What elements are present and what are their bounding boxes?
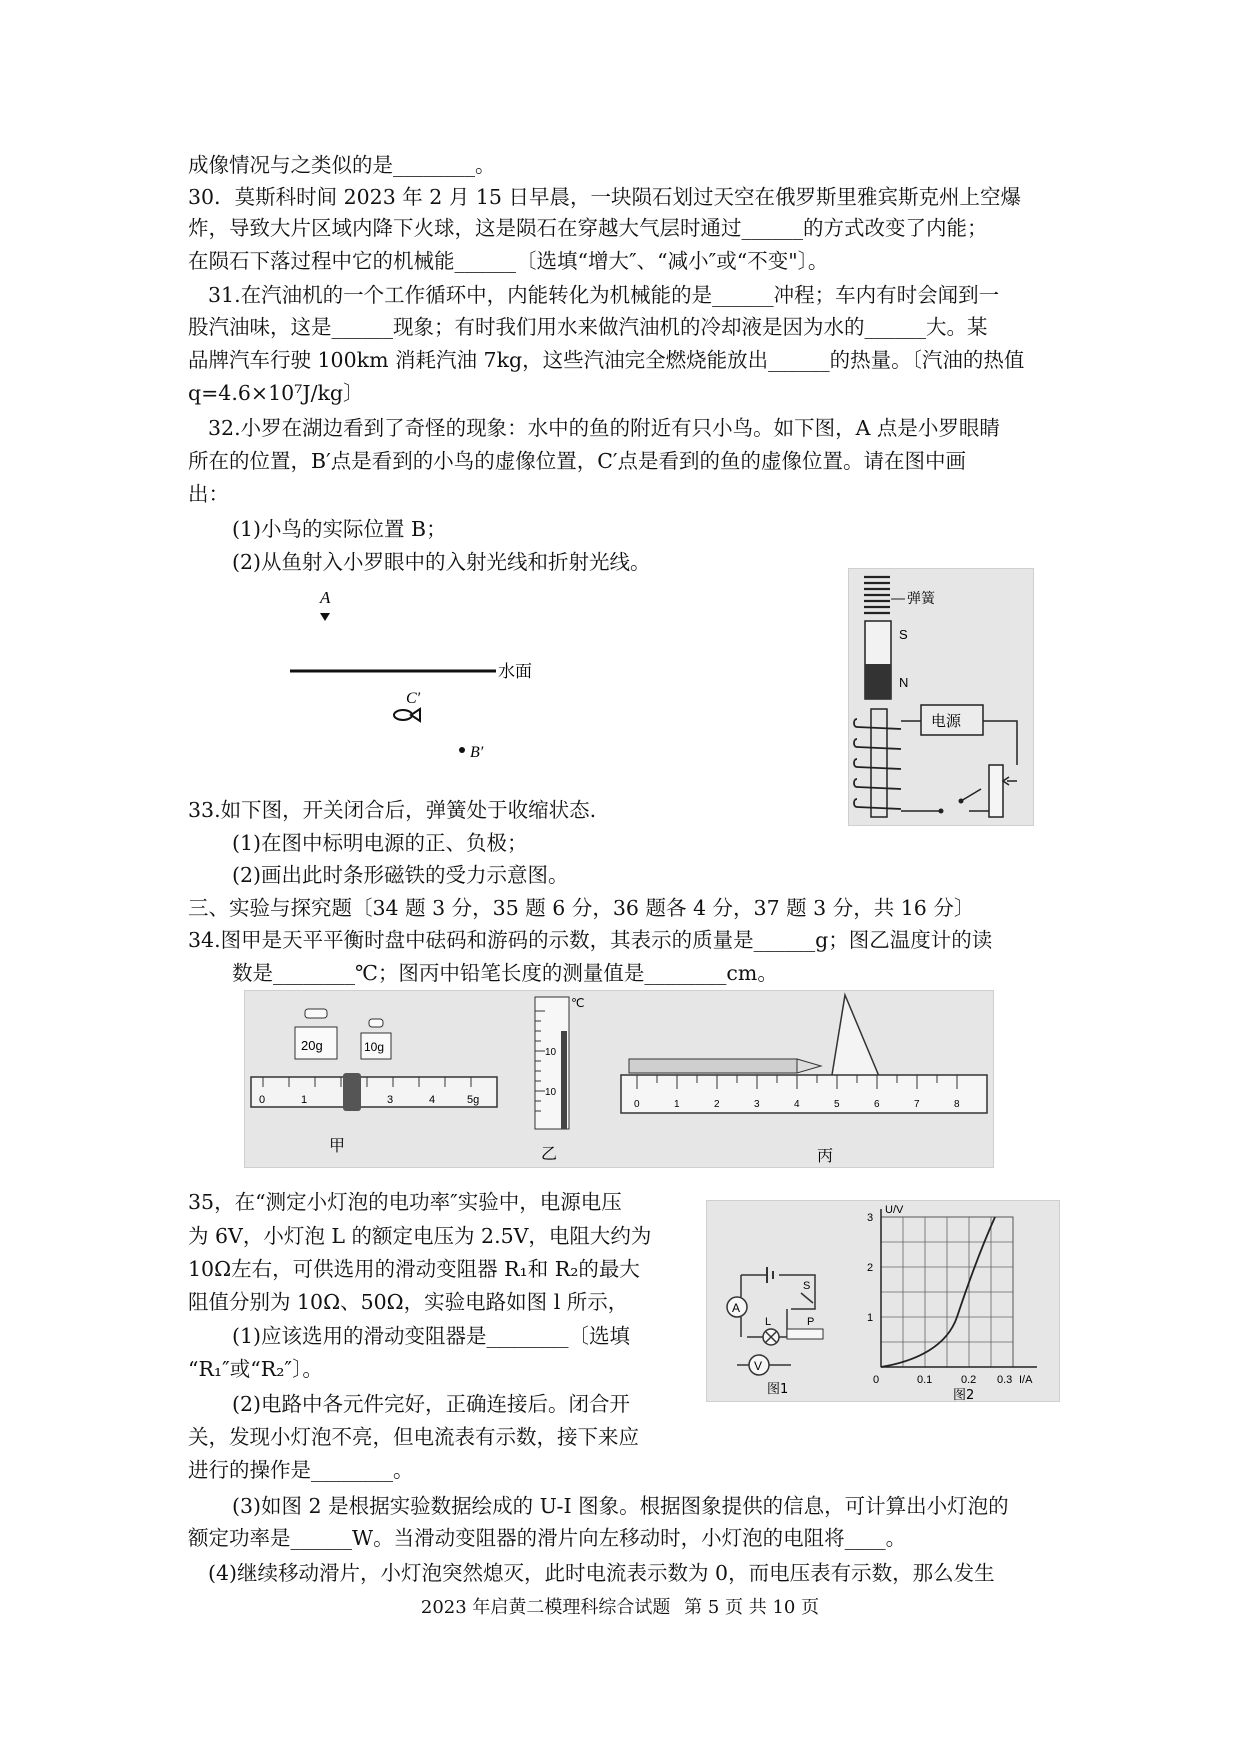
eye-icon: [320, 613, 330, 621]
svg-text:10: 10: [545, 1047, 557, 1058]
svg-text:1: 1: [301, 1094, 308, 1106]
switch: [959, 799, 964, 804]
q31-line: 31.在汽油机的一个工作循环中，内能转化为机械能的是______冲程；车内有时会闻到一: [208, 283, 1000, 307]
caption-fig2: 图2: [953, 1388, 975, 1401]
label-a: A: [320, 588, 331, 607]
measurement-figure: [244, 990, 994, 1168]
svg-text:10: 10: [545, 1087, 557, 1098]
q35-line: 为 6V，小灯泡 L 的额定电压为 2.5V，电阻大约为: [188, 1224, 652, 1248]
x-tick: 0.3: [997, 1374, 1013, 1386]
balance-scale: [251, 1077, 497, 1107]
section-heading: 三、实验与探究题〔34 题 3 分，35 题 6 分，36 题各 4 分，37 题 3 分，共 16 分〕: [188, 896, 975, 920]
caption-bing: 丙: [817, 1146, 834, 1165]
q31-line: q=4.6×10⁷J/kg〕: [188, 381, 364, 405]
svg-text:20g: 20g: [301, 1038, 323, 1053]
svg-text:3: 3: [387, 1094, 394, 1106]
svg-text:2: 2: [714, 1099, 720, 1110]
label-n: N: [899, 675, 909, 690]
point-b-prime: [459, 747, 465, 753]
label-l: L: [765, 1316, 772, 1328]
svg-text:8: 8: [954, 1099, 960, 1110]
q35-line: 阻值分别为 10Ω、50Ω，实验电路如图 l 所示，: [188, 1290, 629, 1314]
rheostat: [787, 1329, 823, 1339]
q32-sub: (1)小鸟的实际位置 B；: [232, 517, 447, 541]
q35-line: 进行的操作是________。: [188, 1458, 414, 1482]
svg-text:6: 6: [874, 1099, 880, 1110]
q35-line: “R₁″或“R₂″〕。: [188, 1357, 323, 1381]
q33-sub: (2)画出此时条形磁铁的受力示意图。: [232, 863, 569, 887]
label-s: S: [899, 627, 908, 642]
label-b: B′: [470, 744, 484, 761]
svg-text:4: 4: [794, 1099, 800, 1110]
q30-line: 炸，导致大片区域内降下火球，这是陨石在穿越大气层时通过______的方式改变了内能；: [188, 216, 988, 240]
pencil-tip: [797, 1059, 821, 1073]
svg-text:3: 3: [754, 1099, 760, 1110]
x-tick: 0.2: [961, 1374, 977, 1386]
label-power: 电源: [931, 712, 962, 730]
q32-sub: (2)从鱼射入小罗眼中的入射光线和折射光线。: [232, 550, 651, 574]
label-water: 水面: [498, 662, 532, 682]
q35-sub: (1)应该选用的滑动变阻器是________〔选填: [232, 1324, 631, 1348]
label-c: C′: [406, 690, 421, 707]
fish-icon: [394, 709, 420, 721]
y-tick: 3: [867, 1212, 874, 1224]
label-s: S: [803, 1280, 811, 1292]
x-tick: 0.1: [917, 1374, 933, 1386]
ruler: [621, 1075, 987, 1113]
caption-jia: 甲: [329, 1136, 346, 1155]
switch-contact: [939, 809, 944, 814]
rider: [343, 1073, 361, 1111]
q30-line: 30．莫斯科时间 2023 年 2 月 15 日早晨，一块陨石划过天空在俄罗斯里雅宾斯克州上空爆: [188, 185, 1021, 209]
battery: [767, 1267, 773, 1283]
y-tick: 1: [867, 1312, 874, 1324]
q34-line: 数是________℃；图丙中铅笔长度的测量值是________cm。: [232, 961, 778, 985]
svg-text:5: 5: [834, 1099, 840, 1110]
q31-line: 品牌汽车行驶 100km 消耗汽油 7kg，这些汽油完全燃烧能放出______的热量。〔汽油的热值: [188, 348, 1025, 372]
rheostat-slider: [1003, 777, 1017, 785]
svg-text:0: 0: [634, 1099, 640, 1110]
bar-magnet-n-pole: [865, 664, 891, 699]
x-tick: 0: [873, 1374, 880, 1386]
refraction-figure: [280, 585, 560, 770]
weight-10g: [361, 1019, 391, 1059]
svg-text:7: 7: [914, 1099, 920, 1110]
label-spring: 弹簧: [907, 591, 935, 607]
q33-sub: (1)在图中标明电源的正、负极；: [232, 831, 528, 855]
circuit-figure: [706, 1200, 1060, 1402]
caption-fig1: 图1: [767, 1382, 789, 1397]
set-square: [831, 995, 881, 1081]
caption-yi: 乙: [541, 1144, 558, 1163]
q35-sub: (4)继续移动滑片，小灯泡突然熄灭，此时电流表示数为 0，而电压表有示数，那么发生: [208, 1561, 995, 1585]
svg-text:℃: ℃: [571, 996, 585, 1010]
y-tick: 2: [867, 1262, 874, 1274]
page-footer: [0, 1593, 1240, 1619]
ui-graph-grid: [881, 1217, 1013, 1367]
iron-core: [871, 709, 887, 817]
q35-sub: (3)如图 2 是根据实验数据绘成的 U-I 图象。根据图象提供的信息，可计算出小灯泡的: [232, 1494, 1009, 1518]
switch: [801, 1293, 813, 1303]
q32-line: 出：: [188, 482, 229, 506]
rheostat: [989, 765, 1003, 817]
svg-text:0: 0: [259, 1094, 266, 1106]
q30-line: 在陨石下落过程中它的机械能______〔选填“增大″、“减小″或“不变"〕。: [188, 249, 829, 273]
q33-line: 33.如下图，开关闭合后，弹簧处于收缩状态.: [188, 798, 597, 822]
footer-page: 第 5 页 共 10 页: [684, 1597, 820, 1618]
svg-text:10g: 10g: [364, 1040, 385, 1054]
thermometer: [535, 996, 584, 1129]
q31-line: 股汽油味，这是______现象；有时我们用水来做汽油机的冷却液是因为水的______大。某: [188, 315, 988, 339]
spring: [864, 577, 890, 613]
footer-title: 2023 年启黄二模理科综合试题: [420, 1597, 671, 1618]
label-p: P: [807, 1316, 815, 1328]
x-axis-label: I/A: [1019, 1374, 1033, 1386]
q35-sub: (2)电路中各元件完好，正确连接后。闭合开: [232, 1392, 631, 1416]
q35-line: 额定功率是______W。当滑动变阻器的滑片向左移动时，小灯泡的电阻将____。: [188, 1526, 907, 1550]
svg-text:5g: 5g: [467, 1094, 480, 1106]
svg-text:1: 1: [674, 1099, 680, 1110]
q34-line: 34.图甲是天平平衡时盘中砝码和游码的示数，其表示的质量是______g；图乙温度计的读: [188, 928, 993, 952]
q35-line: 35，在“测定小灯泡的电功率″实验中，电源电压: [188, 1190, 622, 1214]
weight-20g: [295, 1009, 337, 1059]
q32-line: 32.小罗在湖边看到了奇怪的现象：水中的鱼的附近有只小鸟。如下图，A 点是小罗眼睛: [208, 416, 1000, 440]
graph-axes: [881, 1209, 1037, 1367]
text-line: 成像情况与之类似的是________。: [188, 153, 496, 177]
electromagnet-figure: [848, 568, 1034, 826]
q35-line: 10Ω左右，可供选用的滑动变阻器 R₁和 R₂的最大: [188, 1257, 640, 1281]
label-voltmeter: V: [754, 1359, 763, 1373]
q32-line: 所在的位置，B′点是看到的小鸟的虚像位置，C′点是看到的鱼的虚像位置。请在图中画: [188, 449, 967, 473]
svg-text:4: 4: [429, 1094, 436, 1106]
q35-line: 关，发现小灯泡不亮，但电流表有示数，接下来应: [188, 1425, 639, 1449]
y-axis-label: U/V: [885, 1204, 904, 1216]
pencil: [629, 1059, 797, 1073]
label-ammeter: A: [732, 1301, 741, 1315]
